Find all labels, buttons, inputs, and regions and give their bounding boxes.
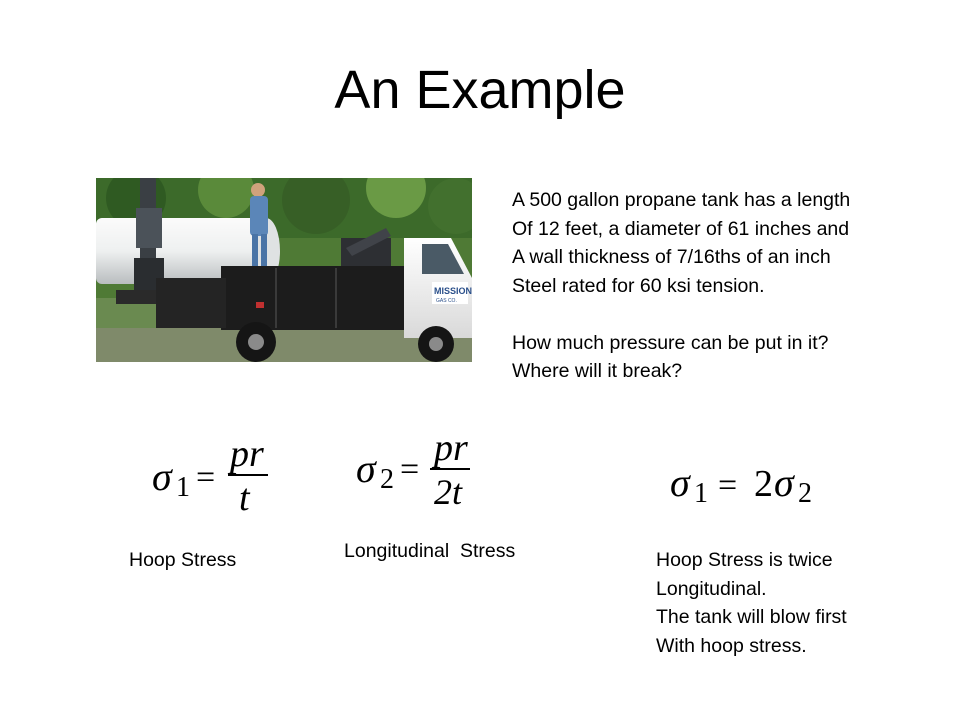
hoop-stress-label: Hoop Stress bbox=[129, 549, 237, 571]
formula-sigma: σ bbox=[152, 454, 172, 499]
truck-logo-subtext: GAS CO. bbox=[436, 298, 457, 304]
stress-relation-formula bbox=[668, 462, 828, 512]
truck-photo bbox=[96, 178, 472, 362]
formula-equals: = bbox=[400, 451, 420, 488]
formula-sigma: σ bbox=[774, 462, 794, 505]
hoop-stress-formula bbox=[150, 432, 290, 522]
formula-denominator: t bbox=[239, 477, 250, 519]
conclusion-line: With hoop stress. bbox=[656, 634, 807, 657]
question-line: Where will it break? bbox=[512, 360, 683, 382]
conclusion-line: Hoop Stress is twice bbox=[656, 549, 833, 571]
conclusion-text bbox=[656, 546, 847, 660]
conclusion-line: The tank will blow first bbox=[656, 606, 847, 628]
formula-numerator: pr bbox=[230, 433, 264, 475]
formula-subscript: 1 bbox=[176, 472, 190, 503]
formula-denominator: 2t bbox=[434, 472, 463, 512]
problem-line: A wall thickness of 7/16ths of an inch bbox=[512, 246, 831, 268]
formula-subscript: 2 bbox=[380, 464, 394, 495]
problem-line: Steel rated for 60 ksi tension. bbox=[512, 274, 765, 297]
longitudinal-stress-label: Longitudinal Stress bbox=[344, 540, 516, 562]
problem-line: A 500 gallon propane tank has a length bbox=[512, 189, 851, 211]
formula-subscript: 1 bbox=[694, 478, 708, 509]
slide-title: An Example bbox=[334, 60, 626, 120]
question-line: How much pressure can be put in it? bbox=[512, 331, 829, 354]
truck-logo-text: MISSION bbox=[434, 286, 472, 296]
problem-statement bbox=[512, 186, 952, 386]
formula-equals: = bbox=[718, 467, 738, 504]
longitudinal-stress-formula bbox=[354, 426, 494, 516]
formula-sigma: σ bbox=[356, 446, 376, 491]
problem-line: Of 12 feet, a diameter of 61 inches and bbox=[512, 217, 850, 240]
formula-subscript: 2 bbox=[798, 478, 812, 509]
formula-equals: = bbox=[196, 459, 216, 496]
formula-coefficient: 2 bbox=[754, 463, 773, 505]
formula-sigma: σ bbox=[670, 462, 690, 505]
formula-numerator: pr bbox=[434, 427, 468, 469]
conclusion-line: Longitudinal. bbox=[656, 577, 767, 600]
